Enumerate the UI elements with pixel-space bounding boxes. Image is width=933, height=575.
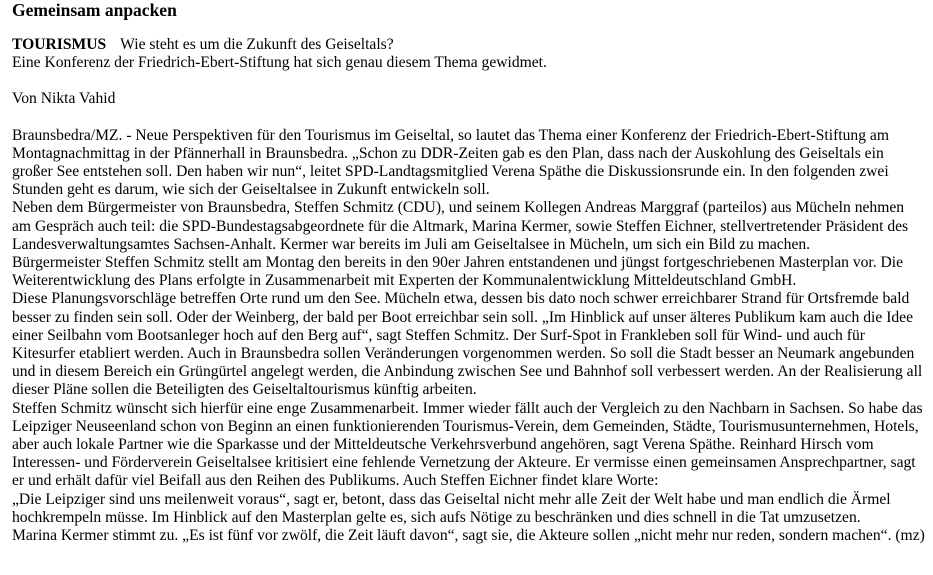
body-paragraph: Neben dem Bürgermeister von Braunsbedra, Steffen Schmitz (CDU), und seinem Kollegen Andreas Marggraf (parteilos) aus Mücheln nehmen am Gespräch auch teil: die SPD-Bundestagsabgeordnete für die Altmark, Marina Kermer, sowie Steffen Eichner, stellvertretender Präsident des Landesverwaltungsamtes Sachsen-Anhalt. Kermer war bereits im Juli am Geiseltalsee in Mücheln, um sich ein Bild zu machen.: [12, 199, 909, 253]
body-paragraph: „Die Leipziger sind uns meilenweit voraus“, sagt er, betont, dass das Geiseltal nicht mehr alle Zeit der Welt habe und man endlich die Ärmel hochkrempeln müsse. Im Hinblick auf den Masterplan gelte es, sich aufs Nötige zu beschränken und dies schnell in die Tat umzusetzen.: [12, 490, 891, 526]
body-paragraph: Bürgermeister Steffen Schmitz stellt am Montag den bereits in den 90er Jahren entstandenen und jüngst fortgeschriebenen Masterplan vor. Die Weiterentwicklung des Plans erfolgte in Zusammenarbeit mit Experten der Kommunalentwicklung Mitteldeutschland GmbH.: [12, 254, 904, 290]
article-body: [12, 127, 925, 546]
body-paragraph: Steffen Schmitz wünscht sich hierfür eine enge Zusammenarbeit. Immer wieder fällt auch der Vergleich zu den Nachbarn in Sachsen. So habe das Leipziger Neuseenland schon von Beginn an einen funktionierenden Tourismus-Verein, dem Gemeinden, Städte, Tourismusunternehmen, Hotels, aber auch lokale Partner wie die Sparkasse und der Mitteldeutsche Verkehrsverbund angehören, sagt Verena Späthe. Reinhard Hirsch vom Interessen- und Förderverein Geiseltalsee kritisiert eine fehlende Vernetzung der Akteure. Er vermisse einen gemeinsamen Ansprechpartner, sagt er und erhält dafür viel Beifall aus den Reihen des Publikums. Auch Steffen Eichner findet klare Worte:: [12, 399, 923, 490]
body-paragraph: Marina Kermer stimmt zu. „Es ist fünf vor zwölf, die Zeit läuft davon“, sagt sie, die Akteure sollen „nicht mehr nur reden, sondern machen“. (mz): [12, 527, 925, 545]
article-headline: Wie steht es um die Zukunft des Geiseltals?: [120, 36, 394, 53]
body-paragraph: Diese Planungsvorschläge betreffen Orte rund um den See. Mücheln etwa, dessen bis dato noch schwer erreichbarer Strand für Ortsfremde bald besser zu finden sein soll. Oder der Weinberg, der bald per Boot erreichbar sein soll. „Im Hinblick auf unser älteres Publikum kam auch die Idee einer Seilbahn vom Bootsanleger hoch auf den Berg auf“, sagt Steffen Schmitz. Der Surf-Spot in Frankleben soll für Wind- und auch für Kitesurfer etabliert werden. Auch in Braunsbedra sollen Veränderungen vorgenommen werden. So soll die Stadt besser an Neumark angebunden und in diesem Bereich ein Grüngürtel angelegt werden, die Anbindung zwischen See und Bahnhof soll verbessert werden. An der Realisierung all dieser Pläne sollen die Beteiligten des Geiseltaltourismus künftig arbeiten.: [12, 290, 923, 399]
spacer: [12, 72, 925, 90]
article-byline: Von Nikta Vahid: [12, 90, 116, 108]
body-paragraph: Braunsbedra/MZ. - Neue Perspektiven für den Tourismus im Geiseltal, so lautet das Thema einer Konferenz der Friedrich-Ebert-Stiftung am Montagnachmittag in der Pfännerhall in Braunsbedra. „Schon zu DDR-Zeiten gab es den Plan, dass nach der Auskohlung des Geiseltals ein großer See entstehen soll. Den haben wir nun“, leitet SPD-Landtagsmitglied Verena Späthe die Diskussionsrunde ein. In den folgenden zwei Stunden geht es darum, wie sich der Geiseltalsee in Zukunft entwickeln soll.: [12, 126, 889, 199]
spacer: [12, 20, 925, 36]
article-kicker: TOURISMUS: [12, 36, 107, 53]
headline-line: [12, 36, 925, 54]
article-title: Gemeinsam anpacken: [12, 0, 177, 20]
article-subheadline: Eine Konferenz der Friedrich-Ebert-Stiftung hat sich genau diesem Thema gewidmet.: [12, 54, 547, 72]
spacer: [12, 109, 925, 127]
